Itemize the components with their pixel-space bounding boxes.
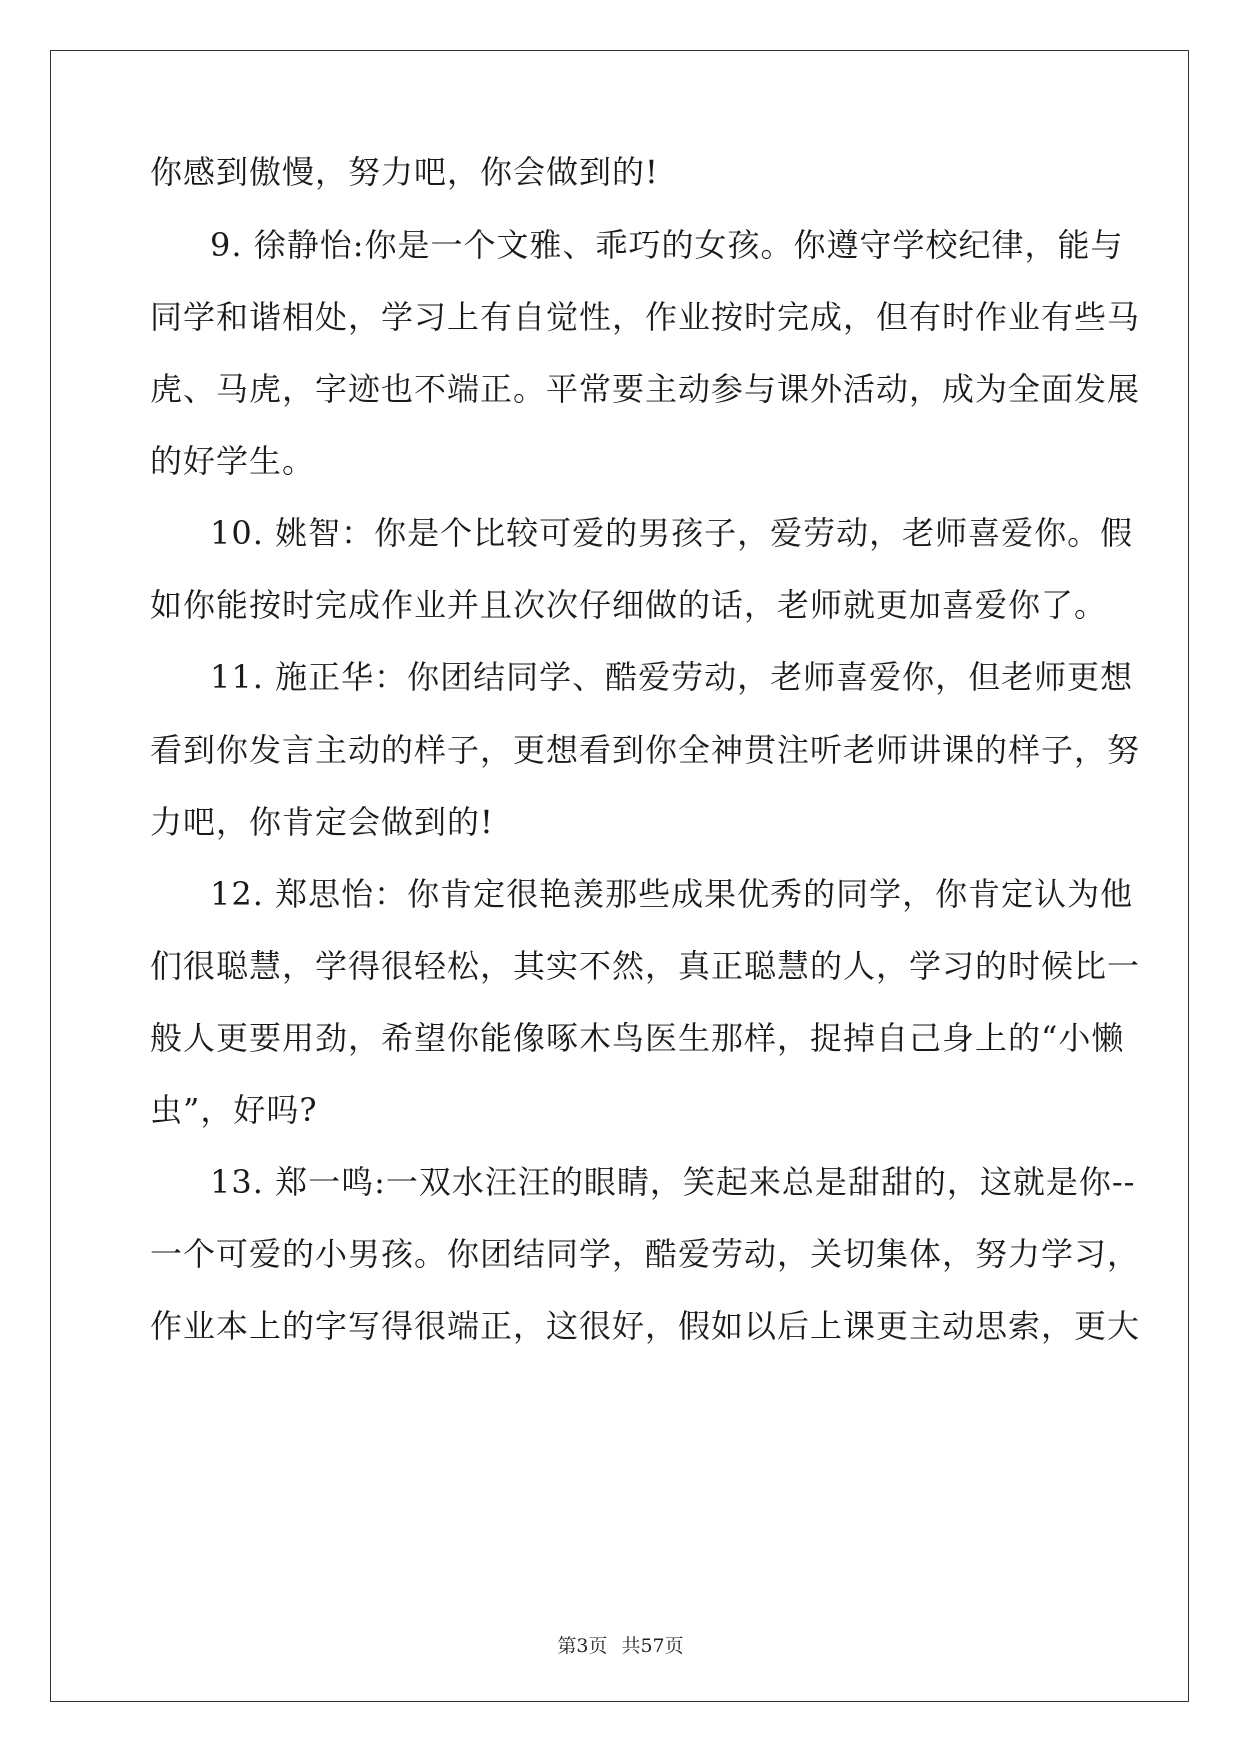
text-line: 你感到傲慢，努力吧，你会做到的!: [150, 153, 659, 191]
text-line: 虫”，好吗?: [150, 1091, 318, 1129]
paragraph-line: 12. 郑思怡：你肯定很艳羡那些成果优秀的同学，你肯定认为他: [210, 875, 1134, 913]
total-pages: 共57页: [621, 1635, 684, 1657]
page-number: 第3页: [557, 1635, 608, 1657]
text-line: 的好学生。: [150, 442, 316, 480]
text-line: 同学和谐相处，学习上有自觉性，作业按时完成，但有时作业有些马: [150, 298, 1141, 336]
text-line: 一个可爱的小男孩。你团结同学，酷爱劳动，关切集体，努力学习，: [150, 1235, 1141, 1273]
page-footer: [0, 1634, 1241, 1658]
paragraph-line: 11. 施正华：你团结同学、酷爱劳动，老师喜爱你，但老师更想: [210, 658, 1134, 696]
text-line: 们很聪慧，学得很轻松，其实不然，真正聪慧的人，学习的时候比一: [150, 947, 1141, 985]
text-line: 虎、马虎，字迹也不端正。平常要主动参与课外活动，成为全面发展: [150, 370, 1141, 408]
text-line: 看到你发言主动的样子，更想看到你全神贯注听老师讲课的样子，努: [150, 731, 1141, 769]
paragraph-line: 9. 徐静怡:你是一个文雅、乖巧的女孩。你遵守学校纪律，能与: [210, 226, 1124, 264]
paragraph-line: 13. 郑一鸣:一双水汪汪的眼睛，笑起来总是甜甜的，这就是你--: [210, 1163, 1136, 1201]
text-line: 般人更要用劲，希望你能像啄木鸟医生那样，捉掉自己身上的“小懒: [150, 1019, 1125, 1057]
text-line: 作业本上的字写得很端正，这很好，假如以后上课更主动思索，更大: [150, 1307, 1141, 1345]
paragraph-line: 10. 姚智：你是个比较可爱的男孩子，爱劳动，老师喜爱你。假: [210, 514, 1134, 552]
text-line: 力吧，你肯定会做到的!: [150, 803, 494, 841]
text-line: 如你能按时完成作业并且次次仔细做的话，老师就更加喜爱你了。: [150, 586, 1108, 624]
